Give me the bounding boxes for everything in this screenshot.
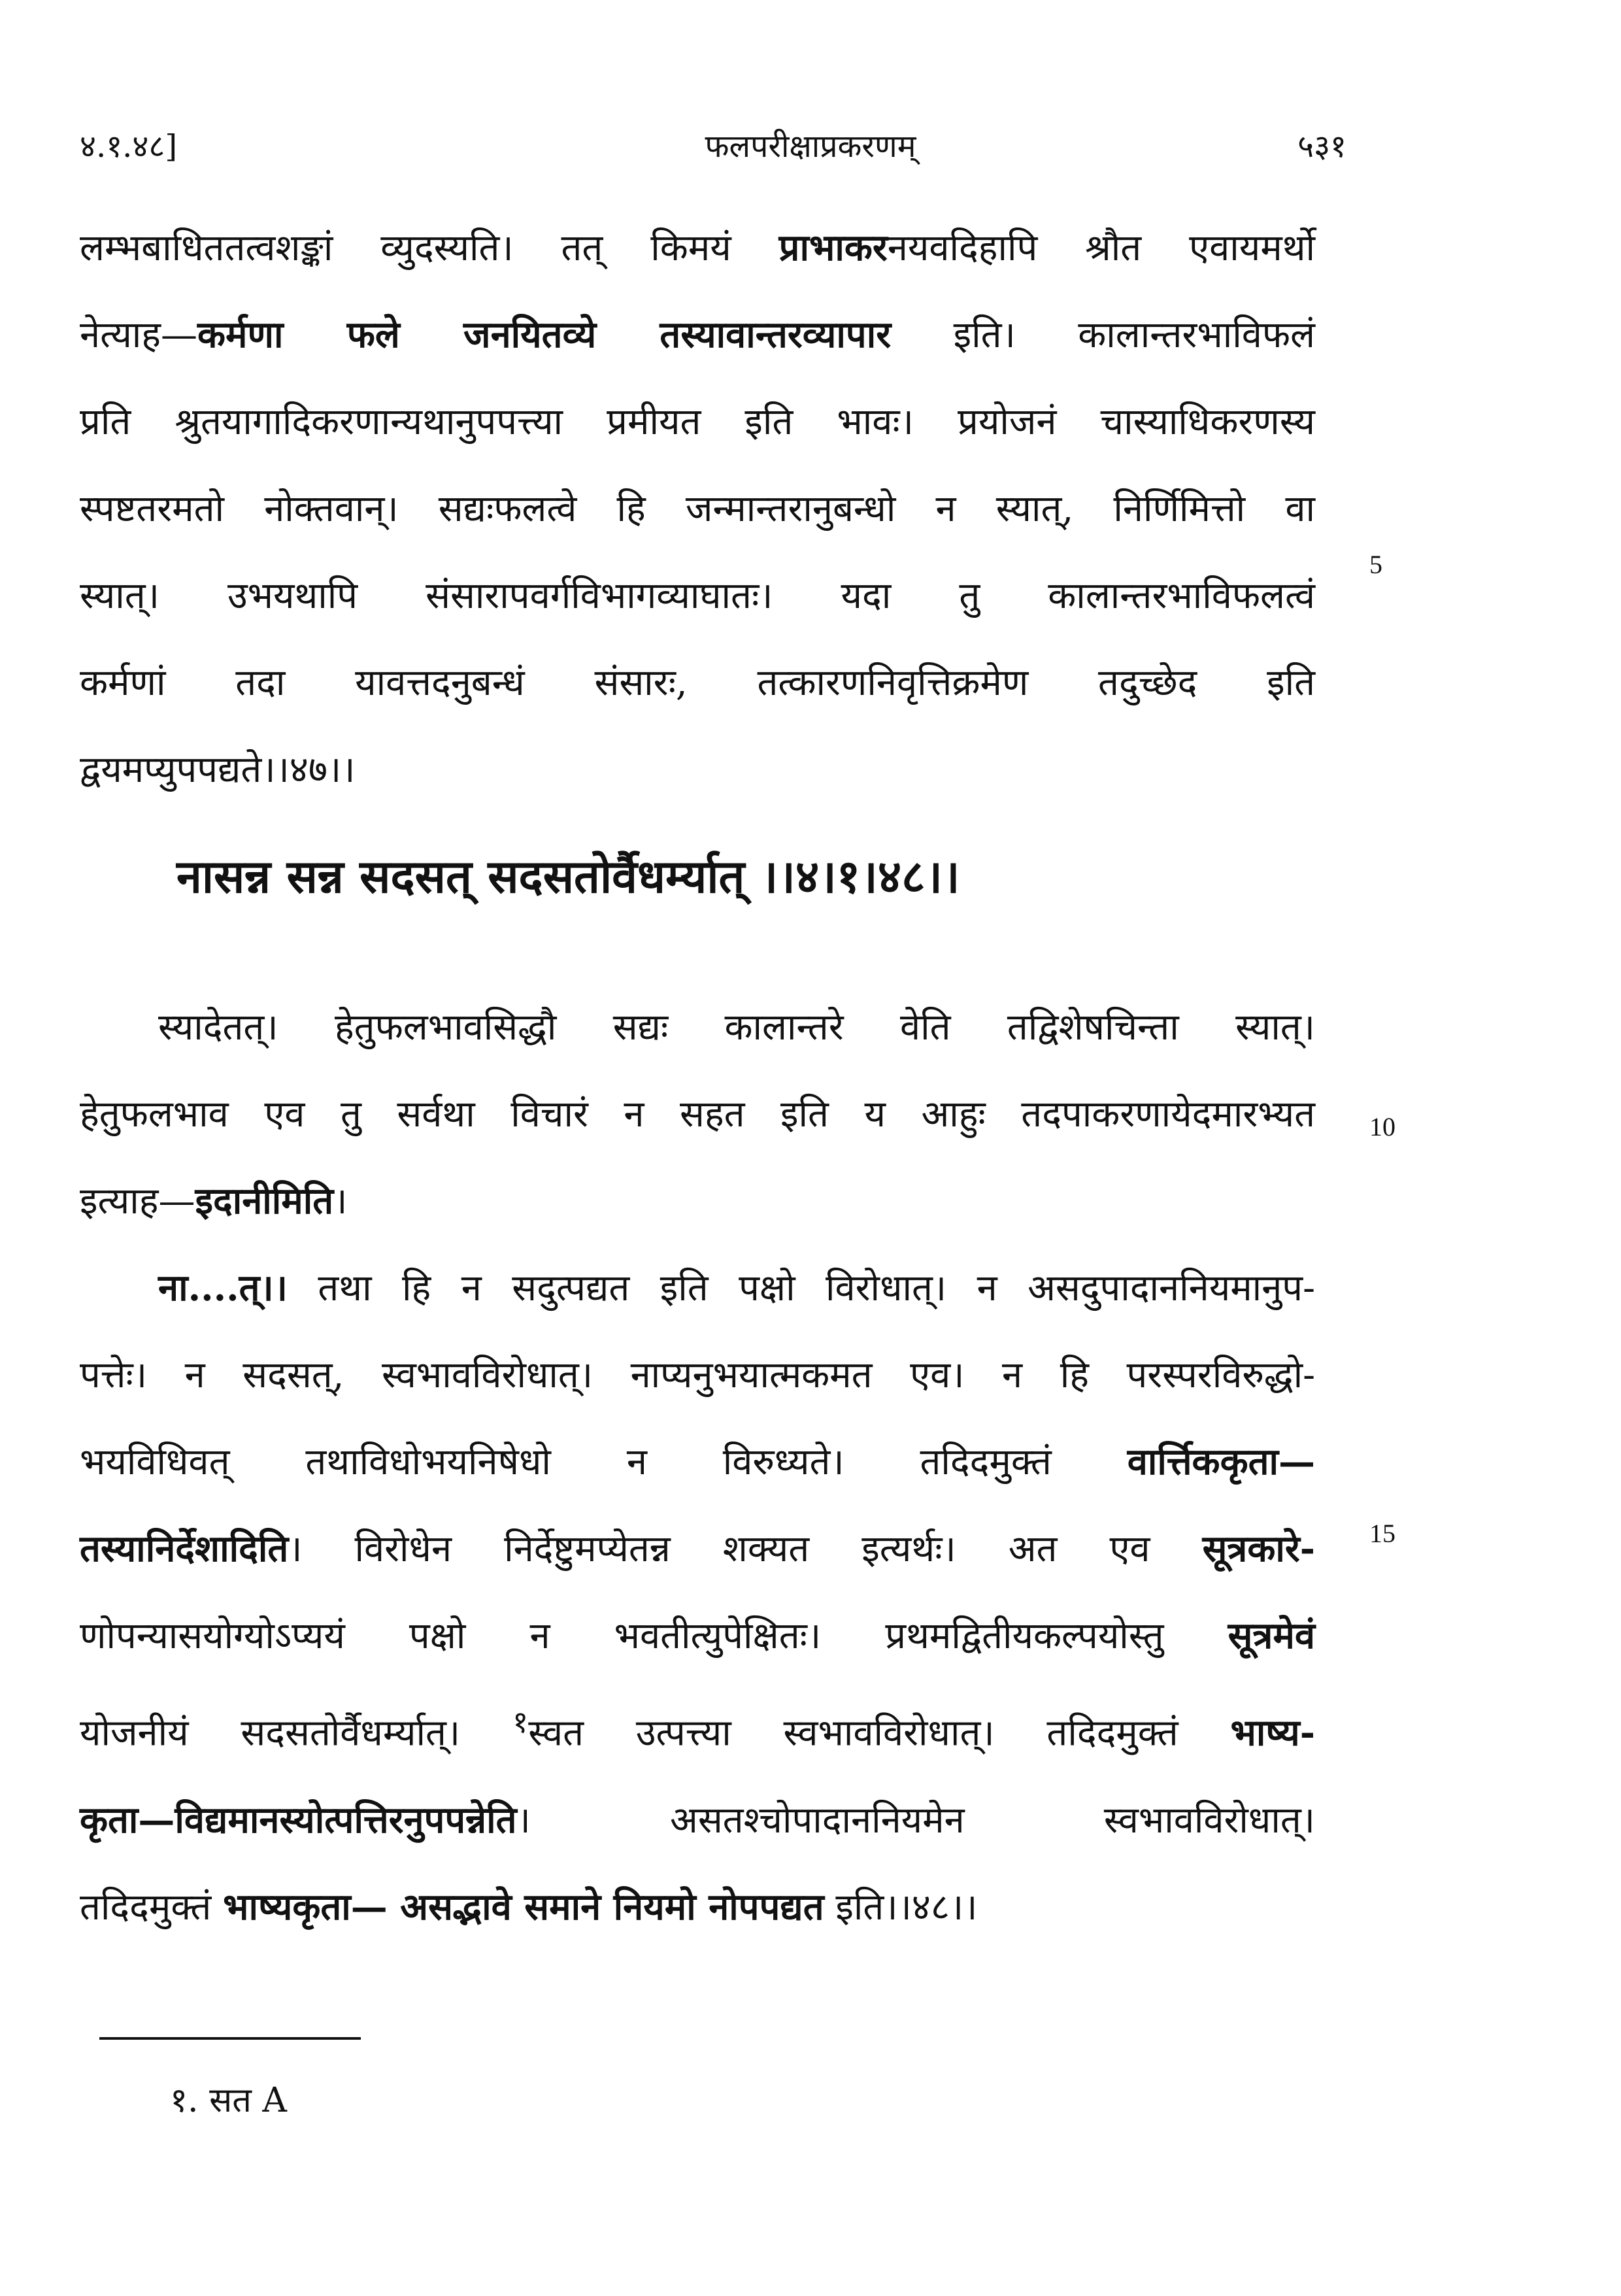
- text-line: [80, 1158, 1315, 1245]
- text-run: लम्भबाधिततत्वशङ्कां व्युदस्यति। तत् किमयं: [80, 227, 779, 269]
- text-run: वार्त्तिककृता—: [1127, 1440, 1315, 1483]
- commentary-paragraph-3: [80, 1245, 1315, 1951]
- text-run: कर्मणां तदा यावत्तदनुबन्धं संसारः, तत्कारणनिवृत्तिक्रमेण तदुच्छेद इति: [80, 662, 1315, 704]
- footnote: १. सत A: [170, 2081, 287, 2120]
- text-line: [80, 1593, 1315, 1680]
- text-run: भयविधिवत् तथाविधोभयनिषेधो न विरुध्यते। तदिदमुक्तं: [80, 1441, 1128, 1483]
- text-line: [80, 1245, 1315, 1332]
- text-run: स्यादेतत्। हेतुफलभावसिद्धौ सद्यः कालान्तरे वेति तद्विशेषचिन्ता स्यात्।: [158, 1006, 1315, 1049]
- text-run: कर्मणा फले जनयितव्ये तस्यावान्तरव्यापार: [197, 313, 892, 356]
- text-run: पत्तेः। न सदसत्, स्वभावविरोधात्। नाप्यनुभयात्मकमत एव। न हि परस्परविरुद्धो-: [80, 1354, 1315, 1396]
- text-line: [80, 292, 1315, 379]
- text-line: [80, 639, 1315, 726]
- commentary-paragraph-1: [80, 205, 1315, 813]
- line-number: 5: [1369, 550, 1382, 579]
- text-run: । विरोधेन निर्देष्टुमप्येतन्न शक्यत इत्यर्थः। अत एव: [288, 1528, 1203, 1570]
- text-run: इति।।४८।।: [824, 1885, 978, 1929]
- footnote-marker: १: [512, 1705, 529, 1740]
- text-run: तस्यानिर्देशादिति: [80, 1527, 289, 1570]
- text-run: स्यात्। उभयथापि संसारापवर्गविभागव्याघातः। यदा तु कालान्तरभाविफलत्वं: [80, 575, 1315, 617]
- text-run: हेतुफलभाव एव तु सर्वथा विचारं न सहत इति य आहुः तदपाकरणायेदमारभ्यत: [80, 1093, 1315, 1136]
- running-header-title: फलपरीक्षाप्रकरणम्: [705, 128, 916, 165]
- text-line: [80, 1680, 1315, 1777]
- text-run: ।: [333, 1180, 348, 1223]
- text-run: योजनीयं सदसतोर्वैधर्म्यात्।: [80, 1712, 512, 1755]
- text-run: इति। कालान्तरभाविफलं: [891, 314, 1315, 356]
- footnote-rule: [99, 2037, 361, 2040]
- text-run: प्राभाकर: [778, 226, 888, 269]
- text-run: । असतश्चोपादाननियमेन स्वभावविरोधात्।: [516, 1798, 1315, 1842]
- text-line: [80, 1071, 1315, 1158]
- text-run: इदानीमिति: [195, 1179, 334, 1223]
- text-run: कृता—विद्यमानस्योत्पत्तिरनुपपन्नेति: [80, 1798, 517, 1842]
- text-run: तदिदमुक्तं: [80, 1885, 224, 1929]
- text-line: [80, 1419, 1315, 1506]
- text-line: [80, 1506, 1315, 1593]
- text-line: [80, 1777, 1315, 1864]
- text-run: इत्याह—: [80, 1180, 195, 1223]
- text-run: नयवदिहापि श्रौत एवायमर्थो: [887, 227, 1315, 269]
- text-run: स्वत उत्पत्त्या स्वभावविरोधात्। तदिदमुक्तं: [528, 1712, 1231, 1755]
- text-run: तथा हि न सदुत्पद्यत इति पक्षो विरोधात्। न असदुपादाननियमानुप-: [287, 1267, 1315, 1309]
- text-line: [80, 552, 1315, 639]
- sutra-verse: नासन्न सन्न सदसत् सदसतोर्वैधर्म्यात् ।।४।१।४८।।: [176, 849, 960, 903]
- text-line: [80, 1864, 1315, 1951]
- text-run: प्रति श्रुतयागादिकरणान्यथानुपपत्त्या प्रमीयत इति भावः। प्रयोजनं चास्याधिकरणस्य: [80, 401, 1315, 443]
- text-line: [80, 205, 1315, 292]
- text-run: स्पष्टतरमतो नोक्तवान्। सद्यःफलत्वे हि जन्मान्तरानुबन्धो न स्यात्, निर्णिमित्तो वा: [80, 488, 1315, 530]
- page-number: ५३१: [1297, 128, 1346, 165]
- line-number: 15: [1369, 1519, 1395, 1548]
- text-line: [80, 1332, 1315, 1419]
- text-line: [80, 465, 1315, 552]
- commentary-paragraph-2: [80, 984, 1315, 1245]
- text-line: [80, 984, 1315, 1071]
- line-number: 10: [1369, 1112, 1395, 1141]
- text-line: [80, 726, 1315, 813]
- text-run: णोपन्यासयोग्योऽप्ययं पक्षो न भवतीत्युपेक्षितः। प्रथमद्वितीयकल्पयोस्तु: [80, 1615, 1228, 1657]
- text-run: सूत्रमेवं: [1228, 1614, 1315, 1657]
- text-run: ना....त्।।: [158, 1266, 288, 1309]
- text-run: सूत्रकारे-: [1202, 1527, 1315, 1570]
- text-run: भाष्य-: [1230, 1711, 1315, 1755]
- text-line: [80, 379, 1315, 465]
- text-run: द्वयमप्युपपद्यते।।४७।।: [80, 749, 356, 791]
- text-run: नेत्याह—: [80, 314, 198, 356]
- text-run: भाष्यकृता— असद्भावे समाने नियमो नोपपद्यत: [223, 1885, 824, 1929]
- running-header-left: ४.१.४८]: [80, 128, 178, 165]
